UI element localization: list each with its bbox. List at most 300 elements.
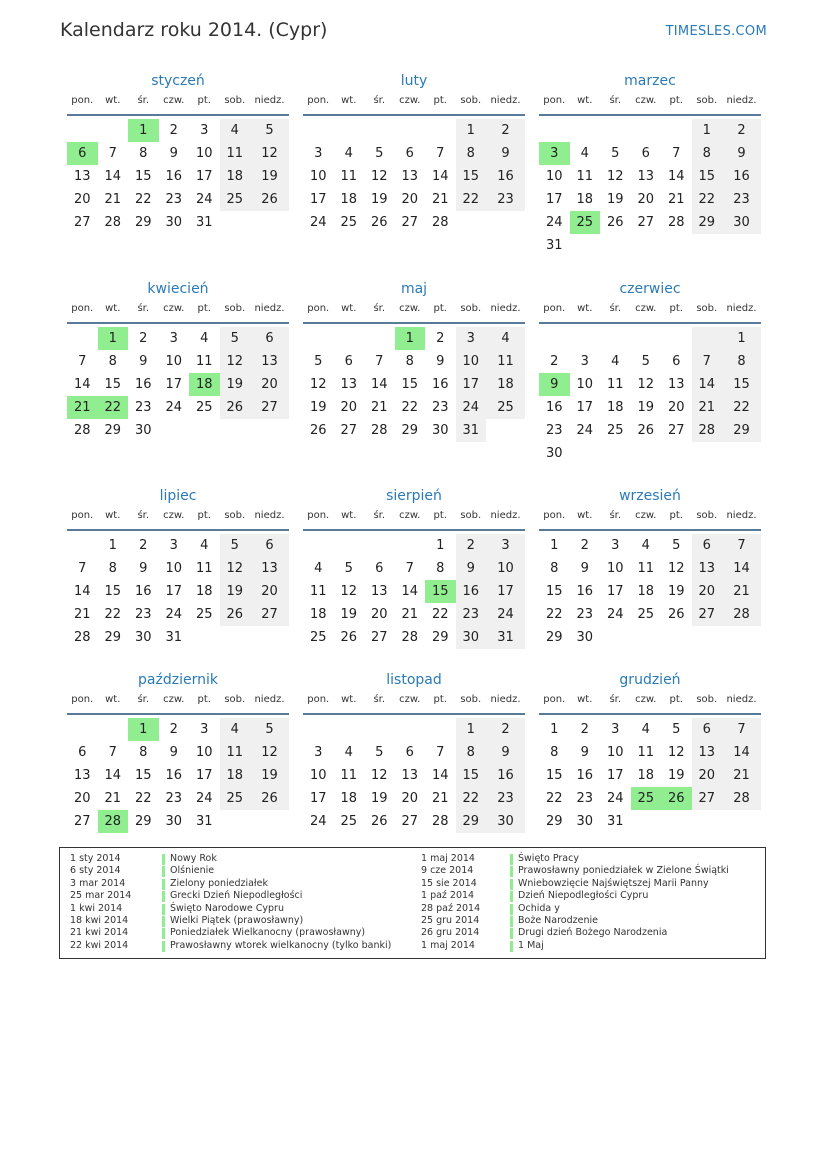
empty-cell	[159, 419, 190, 442]
weekday-header	[539, 691, 761, 715]
day-cell: 10	[309, 768, 327, 783]
day-cell: 10	[165, 354, 183, 369]
empty-cell	[98, 718, 129, 741]
day-cell: 9	[539, 373, 570, 396]
day-cell: 6	[405, 146, 414, 161]
holiday-date: 1 maj 2014	[421, 939, 475, 951]
day-cell: 29	[692, 211, 723, 234]
holiday-marker	[162, 891, 165, 902]
empty-cell	[631, 442, 662, 465]
day-cell: 31	[165, 630, 183, 645]
day-cell: 9	[436, 354, 445, 369]
empty-cell	[661, 119, 692, 142]
day-cell: 27	[401, 814, 419, 829]
day-cell: 5	[344, 561, 353, 576]
day-cell: 17	[165, 377, 183, 392]
day-cell: 10	[606, 561, 624, 576]
holiday-name: Święto Narodowe Cypru	[170, 902, 284, 914]
day-cell: 4	[611, 354, 620, 369]
empty-cell	[600, 234, 631, 257]
day-cell: 15	[425, 580, 456, 603]
holiday-date: 15 sie 2014	[421, 877, 477, 889]
weekday-label: niedz.	[726, 510, 757, 521]
day-cell: 11	[637, 745, 655, 760]
holiday-marker	[162, 941, 165, 952]
holiday-date: 18 kwi 2014	[70, 915, 129, 926]
day-cell: 20	[667, 400, 685, 415]
day-cell: 12	[220, 350, 251, 373]
day-cell: 5	[250, 718, 289, 741]
brand-logo-text[interactable]: TIMESLES.COM	[665, 24, 767, 39]
day-cell: 15	[104, 377, 122, 392]
weekday-label: pt.	[669, 694, 683, 705]
day-cell: 6	[67, 142, 98, 165]
month-calendar	[539, 70, 761, 257]
week-row	[539, 626, 761, 649]
weekday-label: pon.	[71, 95, 94, 106]
day-cell: 27	[667, 423, 685, 438]
day-cell: 26	[250, 188, 289, 211]
week-row	[303, 119, 525, 142]
weekday-label: wt.	[105, 510, 121, 521]
month-name: czerwiec	[619, 281, 681, 297]
day-cell: 26	[370, 814, 388, 829]
week-row	[67, 810, 289, 833]
week-row	[67, 373, 289, 396]
day-cell: 14	[431, 768, 449, 783]
day-cell: 2	[580, 722, 589, 737]
day-cell: 5	[672, 722, 681, 737]
holiday-marker	[510, 928, 513, 939]
day-cell: 16	[576, 584, 594, 599]
weekday-label: pt.	[669, 303, 683, 314]
month-name: wrzesień	[619, 488, 681, 504]
day-cell: 27	[250, 603, 289, 626]
day-cell: 27	[250, 396, 289, 419]
month-calendar	[67, 485, 289, 649]
day-cell: 25	[220, 787, 251, 810]
day-cell: 24	[606, 791, 624, 806]
weekday-label: niedz.	[254, 95, 285, 106]
empty-cell	[67, 119, 98, 142]
day-cell: 6	[641, 146, 650, 161]
day-cell: 5	[220, 327, 251, 350]
weekday-label: pon.	[71, 303, 94, 314]
weekday-label: pt.	[197, 694, 211, 705]
weekday-label: pt.	[433, 95, 447, 106]
weekday-label: pon.	[543, 303, 566, 314]
day-cell: 11	[606, 377, 624, 392]
empty-cell	[334, 119, 365, 142]
day-cell: 14	[722, 741, 761, 764]
day-cell: 15	[456, 764, 487, 787]
day-cell: 23	[486, 188, 525, 211]
day-cell: 11	[576, 169, 594, 184]
day-cell: 12	[309, 377, 327, 392]
day-cell: 30	[576, 814, 594, 829]
empty-cell	[364, 327, 395, 350]
day-cell: 13	[340, 377, 358, 392]
day-cell: 29	[545, 814, 563, 829]
day-cell: 20	[692, 580, 723, 603]
day-cell: 21	[370, 400, 388, 415]
weekday-label: śr.	[609, 510, 622, 521]
month-name: lipiec	[159, 488, 197, 504]
day-cell: 12	[667, 561, 685, 576]
weekday-label: śr.	[373, 95, 386, 106]
weekday-label: czw.	[635, 694, 657, 705]
holiday-date: 1 kwi 2014	[70, 902, 123, 914]
empty-cell	[600, 442, 631, 465]
day-cell: 6	[375, 561, 384, 576]
day-cell: 18	[606, 400, 624, 415]
week-row	[303, 787, 525, 810]
empty-cell	[692, 626, 723, 649]
day-cell: 21	[104, 791, 122, 806]
day-cell: 17	[576, 400, 594, 415]
day-cell: 16	[576, 768, 594, 783]
weekday-label: niedz.	[726, 694, 757, 705]
empty-cell	[570, 234, 601, 257]
holiday-marker	[162, 928, 165, 939]
day-cell: 3	[611, 722, 620, 737]
day-cell: 23	[456, 603, 487, 626]
empty-cell	[67, 534, 98, 557]
holiday-marker	[510, 941, 513, 952]
day-cell: 3	[169, 538, 178, 553]
holiday-marker	[510, 891, 513, 902]
day-cell: 2	[139, 538, 148, 553]
day-cell: 24	[456, 396, 487, 419]
week-row	[67, 718, 289, 741]
week-row	[539, 557, 761, 580]
weekday-label: wt.	[577, 694, 593, 705]
day-cell: 7	[375, 354, 384, 369]
weekday-header	[303, 691, 525, 715]
day-cell: 2	[139, 331, 148, 346]
weekday-label: śr.	[137, 694, 150, 705]
empty-cell	[539, 119, 570, 142]
holiday-date: 28 paź 2014	[421, 902, 481, 914]
month-name: marzec	[624, 73, 676, 89]
day-cell: 22	[431, 607, 449, 622]
day-cell: 7	[108, 146, 117, 161]
day-cell: 19	[309, 400, 327, 415]
day-cell: 19	[250, 165, 289, 188]
empty-cell	[364, 119, 395, 142]
weekday-label: niedz.	[726, 95, 757, 106]
day-cell: 25	[631, 787, 662, 810]
day-cell: 19	[606, 192, 624, 207]
empty-cell	[631, 810, 662, 833]
day-cell: 28	[73, 630, 91, 645]
holiday-name: Wniebowzięcie Najświętszej Marii Panny	[518, 877, 709, 889]
day-cell: 2	[456, 534, 487, 557]
day-cell: 19	[220, 580, 251, 603]
week-row	[539, 534, 761, 557]
day-cell: 24	[545, 215, 563, 230]
holiday-marker	[162, 904, 165, 915]
day-cell: 11	[309, 584, 327, 599]
empty-cell	[722, 626, 761, 649]
holiday-marker	[162, 916, 165, 927]
day-cell: 18	[637, 768, 655, 783]
day-cell: 18	[486, 373, 525, 396]
week-row	[67, 165, 289, 188]
weekday-label: śr.	[137, 303, 150, 314]
empty-cell	[486, 211, 525, 234]
day-cell: 1	[550, 722, 559, 737]
weekday-label: niedz.	[254, 694, 285, 705]
empty-cell	[600, 327, 631, 350]
day-cell: 4	[486, 327, 525, 350]
weekday-label: sob.	[224, 694, 246, 705]
weekday-label: wt.	[105, 95, 121, 106]
day-cell: 10	[545, 169, 563, 184]
day-cell: 8	[722, 350, 761, 373]
day-cell: 3	[456, 327, 487, 350]
day-cell: 26	[340, 630, 358, 645]
weekday-label: czw.	[399, 95, 421, 106]
day-cell: 20	[692, 764, 723, 787]
day-cell: 27	[340, 423, 358, 438]
day-cell: 13	[401, 768, 419, 783]
week-row	[67, 557, 289, 580]
week-row	[67, 211, 289, 234]
day-cell: 18	[220, 764, 251, 787]
day-cell: 25	[340, 215, 358, 230]
day-cell: 9	[456, 557, 487, 580]
weekday-header	[539, 507, 761, 531]
empty-cell	[456, 211, 487, 234]
day-cell: 18	[340, 791, 358, 806]
weekday-label: niedz.	[490, 95, 521, 106]
weekday-label: pt.	[433, 694, 447, 705]
day-cell: 19	[370, 192, 388, 207]
day-cell: 1	[456, 718, 487, 741]
day-cell: 8	[456, 741, 487, 764]
weekday-label: wt.	[341, 303, 357, 314]
day-cell: 28	[98, 810, 129, 833]
weekday-label: niedz.	[490, 694, 521, 705]
day-cell: 22	[98, 396, 129, 419]
day-cell: 17	[606, 768, 624, 783]
weekday-header	[67, 92, 289, 116]
week-row	[539, 165, 761, 188]
weekday-label: wt.	[341, 95, 357, 106]
holiday-legend	[59, 847, 766, 959]
day-cell: 8	[436, 561, 445, 576]
weekday-label: pon.	[307, 694, 330, 705]
day-cell: 23	[165, 192, 183, 207]
day-cell: 11	[220, 142, 251, 165]
empty-cell	[364, 718, 395, 741]
empty-cell	[250, 810, 289, 833]
holiday-name: Olśnienie	[170, 865, 215, 877]
weekday-label: czw.	[635, 303, 657, 314]
day-cell: 24	[165, 607, 183, 622]
week-row	[67, 534, 289, 557]
day-cell: 2	[550, 354, 559, 369]
day-cell: 15	[722, 373, 761, 396]
day-cell: 11	[637, 561, 655, 576]
empty-cell	[303, 119, 334, 142]
weekday-label: wt.	[105, 694, 121, 705]
holiday-date: 1 paź 2014	[421, 890, 475, 902]
day-cell: 1	[692, 119, 723, 142]
day-cell: 18	[220, 165, 251, 188]
day-cell: 9	[169, 146, 178, 161]
empty-cell	[661, 234, 692, 257]
day-cell: 14	[401, 584, 419, 599]
day-cell: 24	[195, 791, 213, 806]
empty-cell	[631, 119, 662, 142]
holiday-name: Zielony poniedziałek	[170, 877, 268, 889]
day-cell: 20	[401, 791, 419, 806]
weekday-label: pt.	[197, 95, 211, 106]
day-cell: 15	[456, 165, 487, 188]
weekday-label: sob.	[460, 95, 482, 106]
day-cell: 2	[486, 718, 525, 741]
day-cell: 10	[195, 146, 213, 161]
day-cell: 23	[134, 607, 152, 622]
month-name: maj	[400, 281, 428, 297]
week-row	[67, 787, 289, 810]
day-cell: 23	[486, 787, 525, 810]
day-cell: 12	[606, 169, 624, 184]
empty-cell	[722, 810, 761, 833]
day-cell: 23	[576, 607, 594, 622]
day-cell: 31	[456, 419, 487, 442]
day-cell: 23	[165, 791, 183, 806]
day-cell: 19	[370, 791, 388, 806]
day-cell: 25	[195, 400, 213, 415]
weekday-label: śr.	[609, 95, 622, 106]
month-name: listopad	[386, 672, 442, 688]
day-cell: 14	[722, 557, 761, 580]
day-cell: 16	[545, 400, 563, 415]
day-cell: 18	[309, 607, 327, 622]
day-cell: 22	[692, 188, 723, 211]
day-cell: 18	[340, 192, 358, 207]
weekday-label: sob.	[696, 694, 718, 705]
day-cell: 11	[220, 741, 251, 764]
month-name: grudzień	[619, 672, 681, 688]
day-cell: 13	[401, 169, 419, 184]
day-cell: 1	[98, 327, 129, 350]
day-cell: 30	[134, 423, 152, 438]
day-cell: 9	[580, 561, 589, 576]
day-cell: 23	[545, 423, 563, 438]
holiday-name: Ochida y	[518, 902, 560, 914]
day-cell: 29	[104, 630, 122, 645]
day-cell: 16	[486, 165, 525, 188]
day-cell: 20	[340, 400, 358, 415]
month-calendar	[303, 669, 525, 833]
day-cell: 27	[73, 215, 91, 230]
empty-cell	[631, 327, 662, 350]
week-row	[539, 580, 761, 603]
day-cell: 22	[134, 791, 152, 806]
day-cell: 13	[692, 741, 723, 764]
day-cell: 17	[606, 584, 624, 599]
day-cell: 21	[431, 192, 449, 207]
day-cell: 6	[672, 354, 681, 369]
weekday-label: pon.	[307, 303, 330, 314]
day-cell: 3	[314, 745, 323, 760]
day-cell: 4	[314, 561, 323, 576]
day-cell: 19	[667, 584, 685, 599]
empty-cell	[692, 234, 723, 257]
day-cell: 24	[486, 603, 525, 626]
day-cell: 26	[370, 215, 388, 230]
empty-cell	[220, 419, 251, 442]
weekday-label: sob.	[696, 303, 718, 314]
month-name: luty	[400, 73, 428, 89]
day-cell: 19	[220, 373, 251, 396]
holiday-date: 26 gru 2014	[421, 927, 480, 939]
day-cell: 26	[637, 423, 655, 438]
day-cell: 10	[576, 377, 594, 392]
day-cell: 2	[436, 331, 445, 346]
day-cell: 20	[250, 373, 289, 396]
day-cell: 21	[722, 764, 761, 787]
day-cell: 25	[220, 188, 251, 211]
day-cell: 30	[486, 810, 525, 833]
day-cell: 29	[134, 215, 152, 230]
empty-cell	[220, 810, 251, 833]
day-cell: 2	[722, 119, 761, 142]
week-row	[303, 626, 525, 649]
holiday-name: 1 Maj	[518, 939, 544, 951]
day-cell: 8	[108, 561, 117, 576]
month-calendar	[67, 669, 289, 833]
weekday-label: śr.	[137, 510, 150, 521]
empty-cell	[661, 327, 692, 350]
week-row	[303, 534, 525, 557]
empty-cell	[631, 626, 662, 649]
empty-cell	[67, 718, 98, 741]
day-cell: 8	[692, 142, 723, 165]
weekday-header	[67, 300, 289, 324]
day-cell: 14	[104, 169, 122, 184]
day-cell: 10	[606, 745, 624, 760]
day-cell: 29	[134, 814, 152, 829]
empty-cell	[189, 626, 220, 649]
day-cell: 17	[195, 768, 213, 783]
day-cell: 16	[134, 377, 152, 392]
day-cell: 17	[486, 580, 525, 603]
weekday-label: pt.	[433, 303, 447, 314]
weekday-label: sob.	[224, 303, 246, 314]
day-cell: 4	[641, 722, 650, 737]
day-cell: 21	[67, 396, 98, 419]
day-cell: 4	[200, 538, 209, 553]
day-cell: 12	[370, 768, 388, 783]
holiday-date: 1 maj 2014	[421, 853, 475, 864]
day-cell: 5	[641, 354, 650, 369]
weekday-label: sob.	[460, 694, 482, 705]
day-cell: 6	[344, 354, 353, 369]
weekday-label: wt.	[577, 95, 593, 106]
holiday-date: 9 cze 2014	[421, 865, 474, 877]
day-cell: 24	[165, 400, 183, 415]
holiday-date: 22 kwi 2014	[70, 939, 129, 951]
day-cell: 30	[431, 423, 449, 438]
week-row	[67, 396, 289, 419]
week-row	[303, 718, 525, 741]
day-cell: 12	[220, 557, 251, 580]
